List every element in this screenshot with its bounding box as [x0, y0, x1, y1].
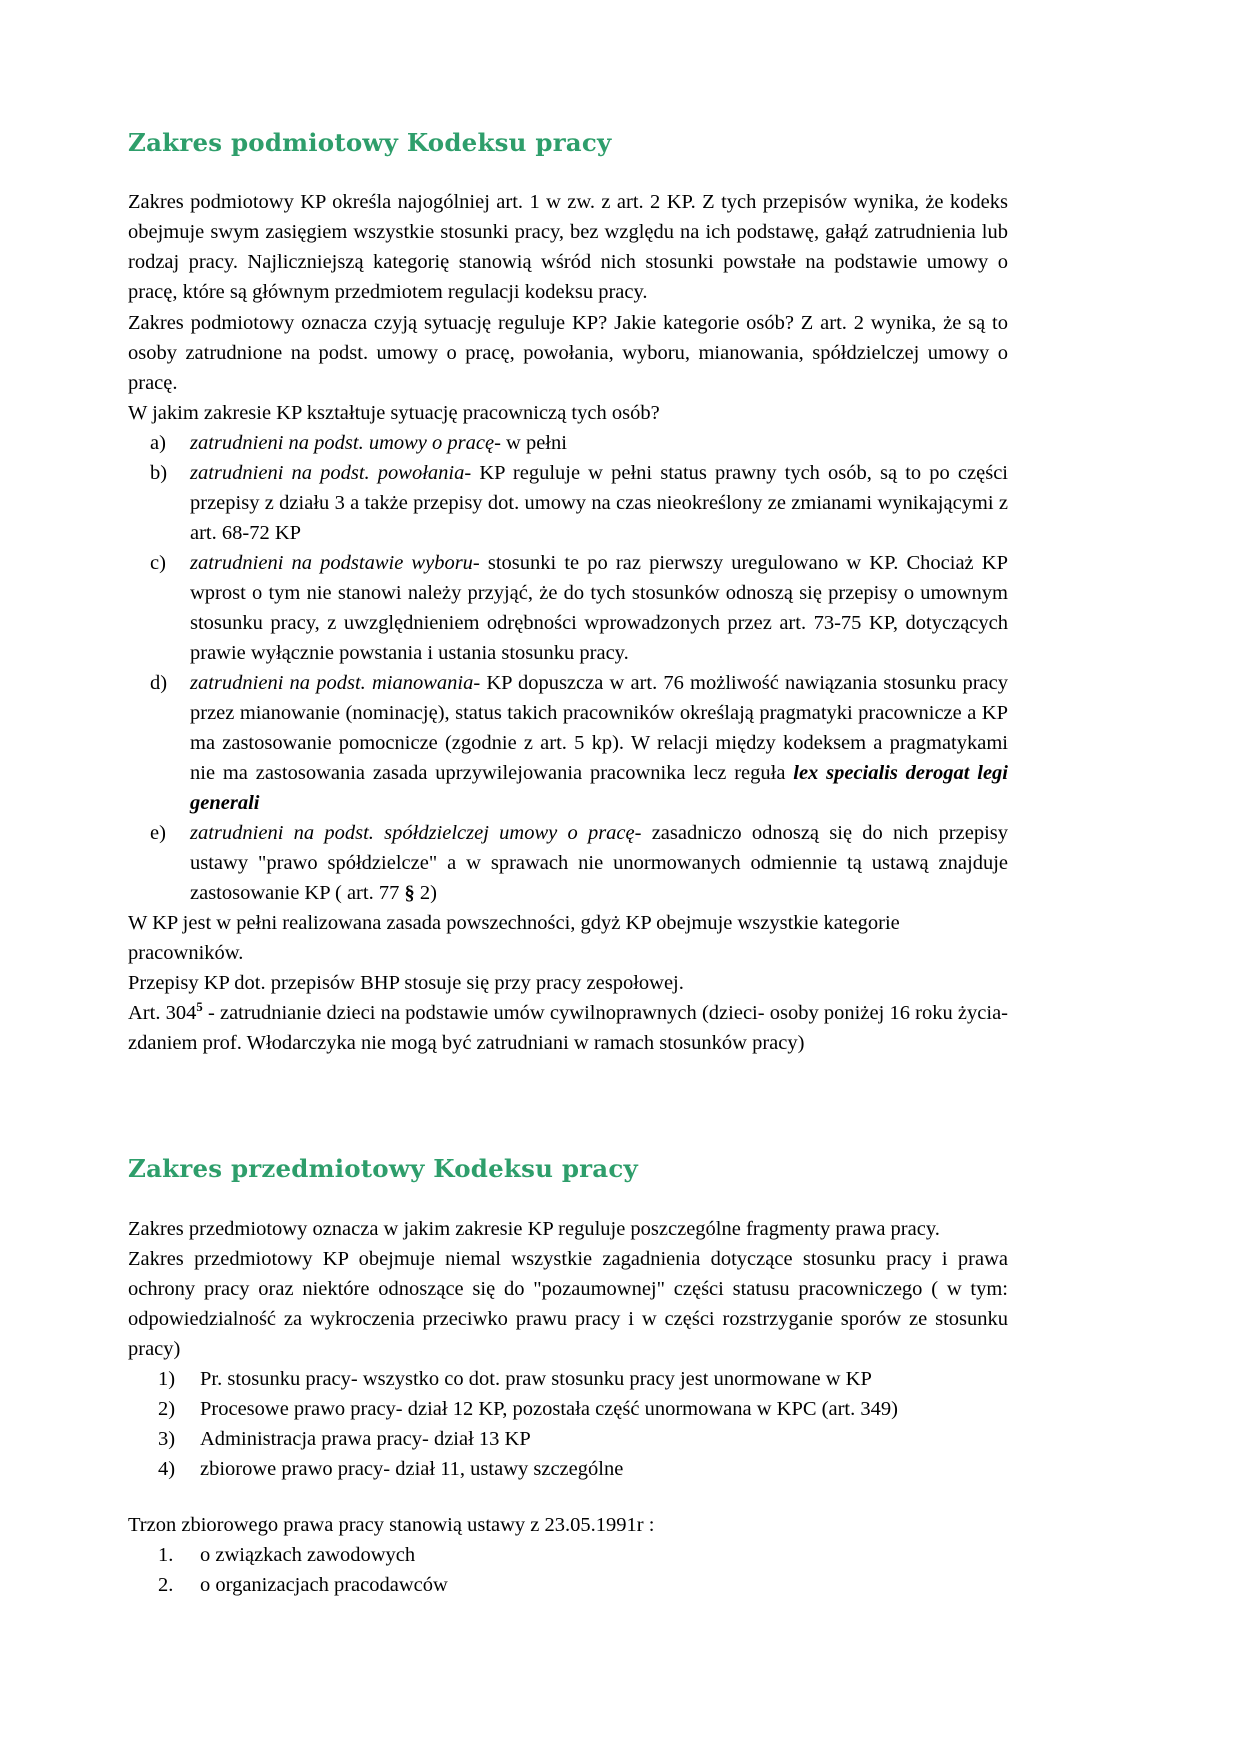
- list-item-rest: - w pełni: [494, 431, 567, 454]
- list-item-lead: zatrudnieni na podst. powołania: [190, 461, 465, 484]
- paragraph-powszechnosc: W KP jest w pełni realizowana zasada powszechności, gdyż KP obejmuje wszystkie kategorie pracowników.: [128, 912, 900, 965]
- numbered-list: [128, 1364, 1008, 1484]
- list-item: [128, 1540, 1008, 1570]
- list-marker: 1.: [158, 1544, 174, 1566]
- list-item: [128, 458, 1008, 548]
- paragraph-intro-1: Zakres podmiotowy KP określa najogólniej art. 1 w zw. z art. 2 KP. Z tych przepisów wynika, że kodeks obejmuje swym zasięgiem wszystkie stosunki pracy, bez względu na ich podstawę, gałąź zatrudnienia lub rodzaj pracy. Najliczniejszą kategorię stanowią wśród nich stosunki powstałe na podstawie umowy o pracę, które są głównym przedmiotem regulacji kodeksu pracy.: [128, 191, 1008, 304]
- section-heading-przedmiotowy: Zakres przedmiotowy Kodeksu pracy: [128, 1154, 638, 1184]
- art304-rest: - zatrudnianie dzieci na podstawie umów cywilnoprawnych (dzieci- osoby poniżej 16 roku życia- zdaniem prof. Włodarczyka nie mogą być zatrudniani w ramach stosunków pracy): [128, 1002, 1008, 1055]
- list-marker: 2.: [158, 1574, 174, 1597]
- paragraph-trzon: Trzon zbiorowego prawa pracy stanowią ustawy z 23.05.1991r :: [128, 1513, 655, 1536]
- art304-prefix: Art. 304: [128, 1002, 197, 1025]
- paragraph-question: W jakim zakresie KP kształtuje sytuację pracowniczą tych osób?: [128, 401, 660, 424]
- list-marker: 2): [158, 1397, 176, 1420]
- list-marker: d): [150, 671, 168, 694]
- list-item-text: o organizacjach pracodawców: [200, 1574, 448, 1597]
- list-item: [128, 548, 1008, 668]
- list-item-rest: - stosunki te po raz pierwszy uregulowano w KP. Chociaż KP wprost o tym nie stanowi należy przyjąć, że do tych stosunków odnoszą się przepisy o umownym stosunku pracy, z uwzględnieniem odrębności wprowadzonych przez art. 73-75 KP, dotyczących prawie wyłącznie powstania i ustania stosunku pracy.: [190, 551, 1008, 664]
- paragraph-przedmiotowy-1: Zakres przedmiotowy oznacza w jakim zakresie KP reguluje poszczególne fragmenty prawa pracy.: [128, 1217, 940, 1240]
- list-item-lead: zatrudnieni na podstawie wyboru: [190, 551, 473, 574]
- list-marker: c): [150, 551, 166, 574]
- list-marker: 4): [158, 1457, 176, 1480]
- paragraph-art304: [128, 998, 1008, 1058]
- section-spacer: [128, 1058, 1008, 1098]
- list-marker: b): [150, 461, 168, 484]
- list-item: [128, 1570, 1008, 1600]
- paragraph-przedmiotowy-2: Zakres przedmiotowy KP obejmuje niemal wszystkie zagadnienia dotyczące stosunku pracy i prawa ochrony pracy oraz niektóre odnoszące się do "pozaumownej" części statusu pracowniczego ( w tym: odpowiedzialność za wykroczenia przeciwko prawu pracy i w części rozstrzyganie sporów ze stosunku pracy): [128, 1247, 1008, 1360]
- list-item-rest: KP dopuszcza w art. 76 możliwość nawiązania stosunku pracy przez mianowanie (nominację), status takich pracowników określają pragmatyki pracownicze a KP ma zastosowanie pomocnicze (zgodnie z art. 5 kp). W relacji między kodeksem a pragmatykami nie ma zastosowania zasada uprzywilejowania pracownika lecz reguła: [190, 671, 1008, 784]
- list-item: [128, 1424, 1008, 1454]
- list-item-text: zbiorowe prawo pracy- dział 11, ustawy szczególne: [200, 1457, 624, 1480]
- art304-superscript: 5: [196, 1000, 203, 1015]
- list-item-lead: zatrudnieni na podst. umowy o pracę: [190, 431, 495, 454]
- paragraph-intro-2: Zakres podmiotowy oznacza czyją sytuację reguluje KP? Jakie kategorie osób? Z art. 2 wynika, że są to osoby zatrudnione na podst. umowy o pracę, powołania, wyboru, mianowania, spółdzielczej umowy o pracę.: [128, 311, 1008, 394]
- list-item-rest-2: 2): [414, 882, 437, 905]
- list-item-lead: zatrudnieni na podst. mianowania-: [190, 671, 481, 694]
- list-marker: 3): [158, 1427, 176, 1450]
- list-marker: 1): [158, 1367, 176, 1390]
- list-item: [128, 668, 1008, 818]
- list-item: [128, 1454, 1008, 1484]
- latin-maxim: lex specialis derogat legi generali: [190, 761, 1008, 815]
- list-item-text: Pr. stosunku pracy- wszystko co dot. praw stosunku pracy jest unormowane w KP: [200, 1367, 872, 1390]
- list-item: [128, 1364, 1008, 1394]
- list-item: [128, 1394, 1008, 1424]
- list-item-rest: - zasadniczo odnoszą się do nich przepisy ustawy "prawo spółdzielcze" a w sprawach nie unormowanych odmiennie tą ustawą znajduje zastosowanie KP ( art. 77: [190, 822, 1008, 905]
- list-spacer: [128, 1484, 1008, 1510]
- page-title: Zakres podmiotowy Kodeksu pracy: [128, 128, 612, 157]
- list-item: [128, 428, 1008, 458]
- list-item-rest: - KP reguluje w pełni status prawny tych osób, są to po części przepisy z działu 3 a także przepisy dot. umowy na czas nieokreślony ze zmianami wynikającymi z art. 68-72 KP: [190, 461, 1008, 544]
- list-item: [128, 818, 1008, 908]
- trzon-list: [128, 1540, 1008, 1600]
- paragraph-bhp: Przepisy KP dot. przepisów BHP stosuje się przy pracy zespołowej.: [128, 972, 684, 995]
- alpha-list: [128, 428, 1008, 909]
- list-item-lead: zatrudnieni na podst. spółdzielczej umowy o pracę: [190, 822, 635, 845]
- list-item-text: Procesowe prawo pracy- dział 12 KP, pozostała część unormowana w KPC (art. 349): [200, 1397, 898, 1420]
- list-item-text: o związkach zawodowych: [200, 1544, 416, 1566]
- list-marker: a): [150, 431, 166, 454]
- list-marker: e): [150, 822, 166, 845]
- list-item-text: Administracja prawa pracy- dział 13 KP: [200, 1427, 531, 1450]
- section-symbol: §: [404, 882, 415, 905]
